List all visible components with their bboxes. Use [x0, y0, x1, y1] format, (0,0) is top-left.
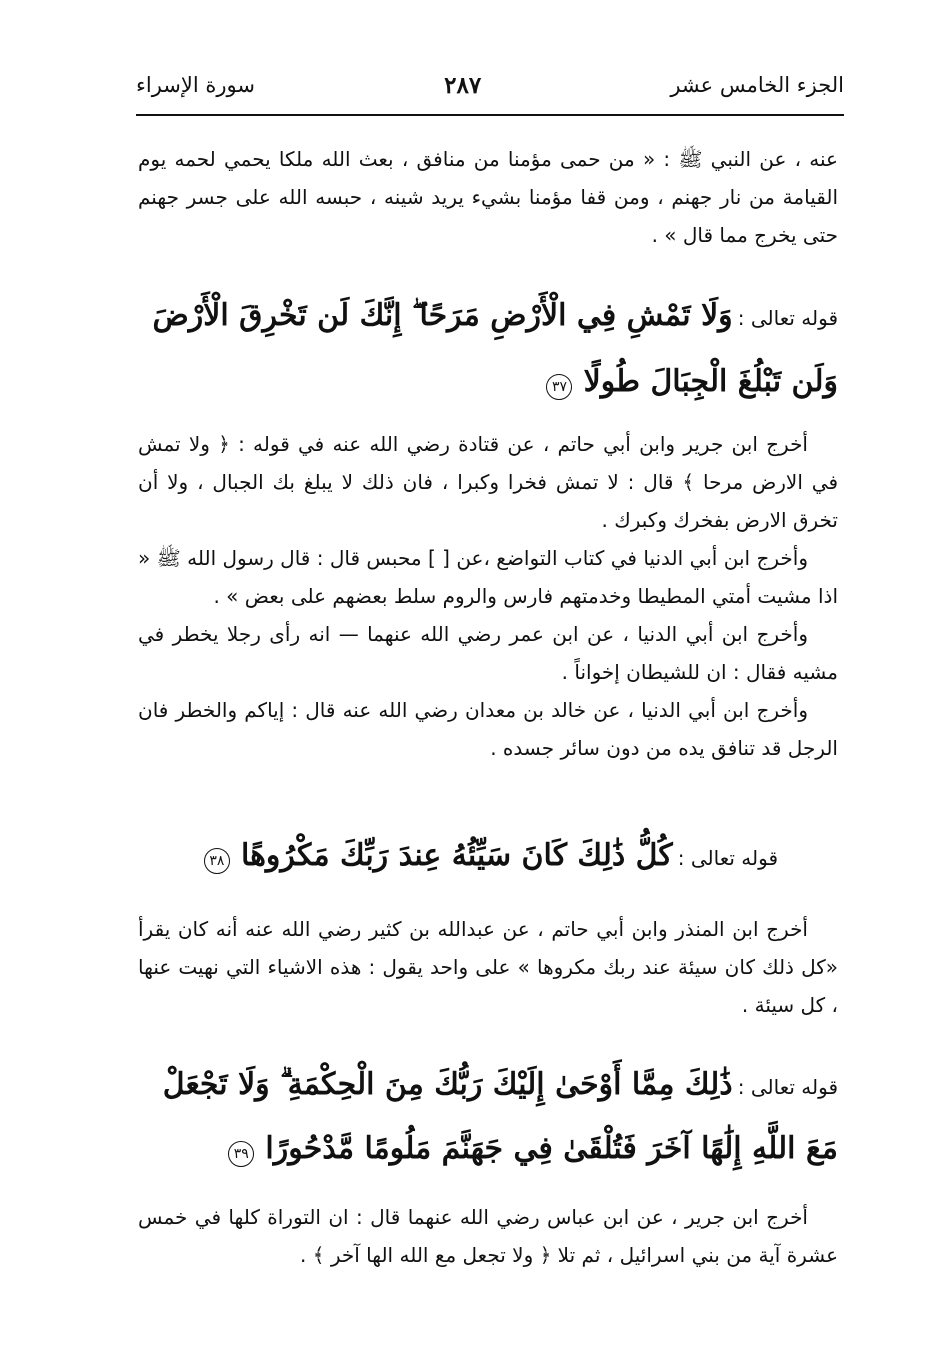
surah-title: سورة الإسراء — [136, 73, 255, 97]
page-number: ٢٨٧ — [444, 71, 482, 99]
commentary-paragraph: وأخرج ابن أبي الدنيا ، عن خالد بن معدان رضي الله عنه قال : إياكم والخطر فان الرجل قد تنافق يده من دون سائر جسده . — [138, 698, 838, 760]
verse-label: قوله تعالى : — [737, 1075, 838, 1099]
verse-label: قوله تعالى : — [737, 306, 838, 330]
commentary-paragraph: أخرج ابن المنذر وابن أبي حاتم ، عن عبدالله بن كثير رضي الله عنه أنه كان يقرأ «كل ذلك كان سيئة عند ربك مكروها » على واحد يقول : هذه الاشياء التي نهيت عنها ، كل سيئة . — [138, 917, 838, 1017]
verse-39 — [138, 1055, 838, 1183]
commentary-block-3 — [138, 1198, 838, 1274]
header-rule — [136, 114, 844, 116]
quran-text: وَلَا تَمْشِ فِي الْأَرْضِ مَرَحًا ۖ إِنَّكَ لَن تَخْرِقَ الْأَرْضَ وَلَن تَبْلُغَ الْجِبَالَ طُولًا — [152, 298, 838, 399]
part-title: الجزء الخامس عشر — [670, 73, 844, 97]
verse-label: قوله تعالى : — [677, 846, 778, 870]
commentary-block-2 — [138, 910, 838, 1024]
commentary-paragraph: أخرج ابن جرير ، عن ابن عباس رضي الله عنهما قال : ان التوراة كلها في خمس عشرة آية من بني اسرائيل ، ثم تلا ﴿ ولا تجعل مع الله الها آخر ﴾ . — [138, 1205, 838, 1267]
intro-paragraph: عنه ، عن النبي ﷺ : « من حمى مؤمنا من منافق ، بعث الله ملكا يحمي لحمه يوم القيامة من نار جهنم ، ومن قفا مؤمنا بشيء يريد شينه ، حبسه الله على جسر جهنم حتى يخرج مما قال » . — [138, 147, 838, 247]
ayah-number-marker: ٣٧ — [546, 374, 572, 400]
ayah-number-marker: ٣٩ — [228, 1141, 254, 1167]
intro-block — [138, 140, 838, 254]
ayah-number-marker: ٣٨ — [204, 848, 230, 874]
running-header — [136, 62, 844, 108]
verse-37 — [138, 285, 838, 417]
quran-text: كُلُّ ذَٰلِكَ كَانَ سَيِّئُهُ عِندَ رَبِّكَ مَكْرُوهًا — [240, 838, 673, 873]
verse-38 — [138, 830, 838, 886]
commentary-paragraph: وأخرج ابن أبي الدنيا في كتاب التواضع ،عن [ ] محبس قال : قال رسول الله ﷺ « اذا مشيت أمتي المطيطا وخدمتهم فارس والروم سلط بعضهم على بعض » . — [138, 546, 838, 608]
commentary-paragraph: وأخرج ابن أبي الدنيا ، عن ابن عمر رضي الله عنهما — انه رأى رجلا يخطر في مشيه فقال : ان للشيطان إخواناً . — [138, 622, 838, 684]
commentary-block-1 — [138, 425, 838, 767]
quran-text: ذَٰلِكَ مِمَّا أَوْحَىٰ إِلَيْكَ رَبُّكَ مِنَ الْحِكْمَةِ ۗ وَلَا تَجْعَلْ مَعَ اللَّهِ إِلَٰهًا آخَرَ فَتُلْقَىٰ فِي جَهَنَّمَ مَلُومًا مَّدْحُورًا — [162, 1067, 838, 1166]
commentary-paragraph: أخرج ابن جرير وابن أبي حاتم ، عن قتادة رضي الله عنه في قوله : ﴿ ولا تمش في الارض مرحا ﴾ قال : لا تمش فخرا وكبرا ، فان ذلك لا يبلغ بك الجبال ، ولا أن تخرق الارض بفخرك وكبرك . — [138, 432, 838, 532]
